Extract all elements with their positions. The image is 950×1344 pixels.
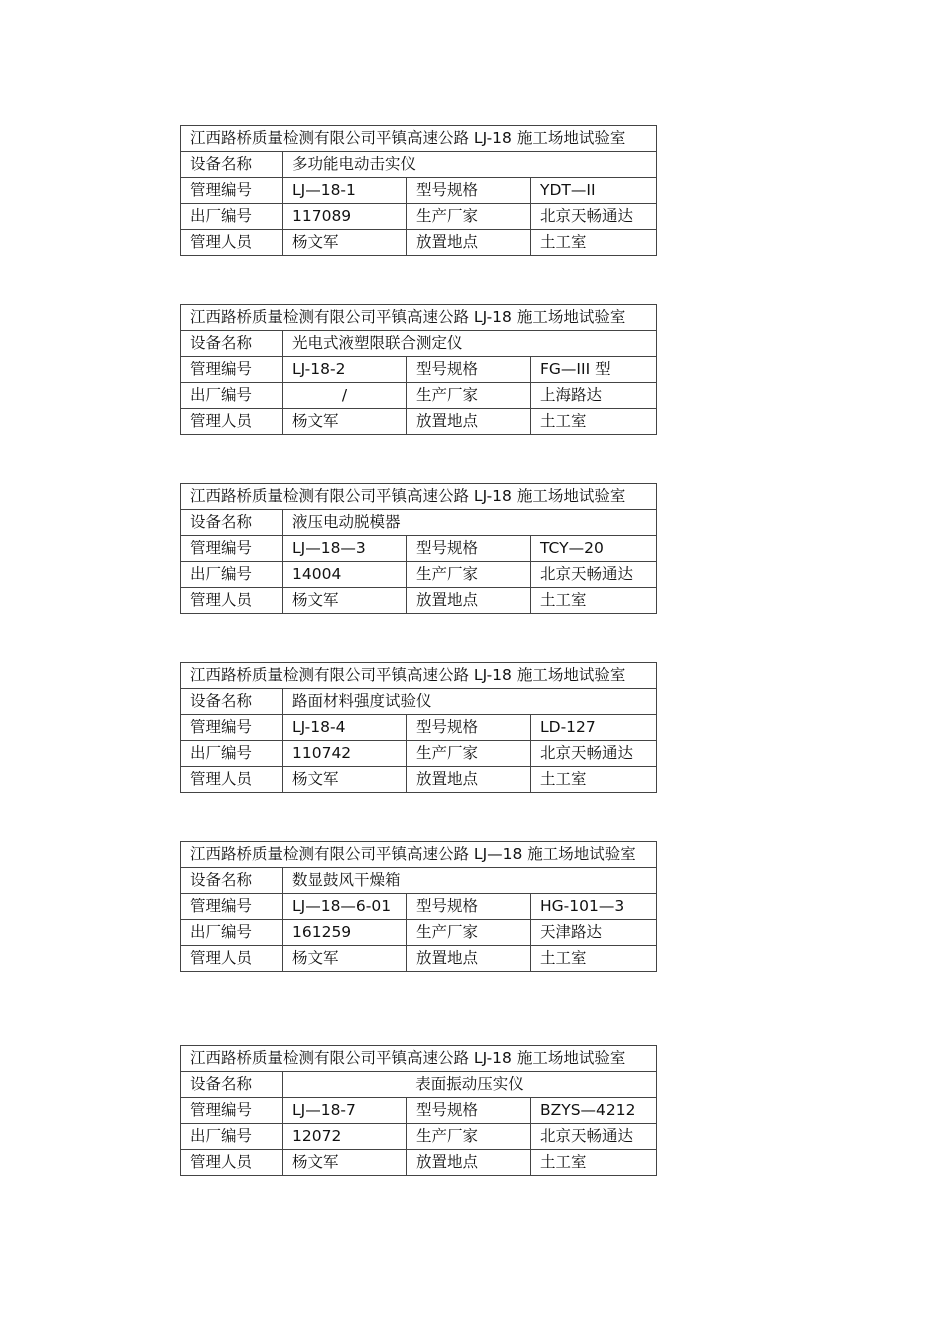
mgmt-no-value: LJ—18-7 — [283, 1098, 407, 1124]
person-value: 杨文军 — [283, 588, 407, 614]
card-title: 江西路桥质量检测有限公司平镇高速公路 LJ-18 施工场地试验室 — [181, 1046, 657, 1072]
person-value: 杨文军 — [283, 230, 407, 256]
equipment-card — [180, 483, 657, 614]
card-title: 江西路桥质量检测有限公司平镇高速公路 LJ-18 施工场地试验室 — [181, 126, 657, 152]
name-row — [181, 152, 657, 178]
maker-label: 生产厂家 — [407, 562, 531, 588]
factory-no-label: 出厂编号 — [181, 741, 283, 767]
factory-no-value: 117089 — [283, 204, 407, 230]
model-label: 型号规格 — [407, 536, 531, 562]
name-label: 设备名称 — [181, 1072, 283, 1098]
model-label: 型号规格 — [407, 715, 531, 741]
person-row — [181, 767, 657, 793]
equipment-name: 数显鼓风干燥箱 — [283, 868, 657, 894]
equipment-card — [180, 125, 657, 256]
equipment-card — [180, 662, 657, 793]
person-label: 管理人员 — [181, 588, 283, 614]
name-row — [181, 868, 657, 894]
model-value: BZYS—4212 — [531, 1098, 657, 1124]
name-row — [181, 689, 657, 715]
person-label: 管理人员 — [181, 946, 283, 972]
model-value: HG-101—3 — [531, 894, 657, 920]
equipment-name: 光电式液塑限联合测定仪 — [283, 331, 657, 357]
maker-label: 生产厂家 — [407, 383, 531, 409]
title-row — [181, 842, 657, 868]
factory-row — [181, 204, 657, 230]
equipment-name: 液压电动脱模器 — [283, 510, 657, 536]
equipment-card — [180, 304, 657, 435]
maker-label: 生产厂家 — [407, 741, 531, 767]
name-row — [181, 331, 657, 357]
person-label: 管理人员 — [181, 409, 283, 435]
equipment-card — [180, 841, 657, 972]
title-row — [181, 305, 657, 331]
person-row — [181, 588, 657, 614]
title-row — [181, 126, 657, 152]
factory-row — [181, 562, 657, 588]
person-value: 杨文军 — [283, 946, 407, 972]
location-value: 土工室 — [531, 409, 657, 435]
location-label: 放置地点 — [407, 588, 531, 614]
mgmt-row — [181, 536, 657, 562]
mgmt-no-label: 管理编号 — [181, 715, 283, 741]
location-label: 放置地点 — [407, 946, 531, 972]
maker-label: 生产厂家 — [407, 920, 531, 946]
name-row — [181, 1072, 657, 1098]
name-label: 设备名称 — [181, 689, 283, 715]
card-title: 江西路桥质量检测有限公司平镇高速公路 LJ-18 施工场地试验室 — [181, 663, 657, 689]
equipment-name: 多功能电动击实仪 — [283, 152, 657, 178]
card-title: 江西路桥质量检测有限公司平镇高速公路 LJ-18 施工场地试验室 — [181, 305, 657, 331]
person-row — [181, 946, 657, 972]
maker-label: 生产厂家 — [407, 204, 531, 230]
mgmt-no-value: LJ-18-2 — [283, 357, 407, 383]
location-value: 土工室 — [531, 767, 657, 793]
card-title: 江西路桥质量检测有限公司平镇高速公路 LJ-18 施工场地试验室 — [181, 484, 657, 510]
mgmt-no-label: 管理编号 — [181, 1098, 283, 1124]
maker-value: 天津路达 — [531, 920, 657, 946]
model-label: 型号规格 — [407, 178, 531, 204]
model-label: 型号规格 — [407, 894, 531, 920]
factory-row — [181, 383, 657, 409]
factory-no-value: 12072 — [283, 1124, 407, 1150]
mgmt-no-value: LJ-18-4 — [283, 715, 407, 741]
location-value: 土工室 — [531, 946, 657, 972]
location-value: 土工室 — [531, 1150, 657, 1176]
person-row — [181, 409, 657, 435]
person-row — [181, 230, 657, 256]
mgmt-row — [181, 178, 657, 204]
person-value: 杨文军 — [283, 767, 407, 793]
factory-no-value: 14004 — [283, 562, 407, 588]
card-title: 江西路桥质量检测有限公司平镇高速公路 LJ—18 施工场地试验室 — [181, 842, 657, 868]
location-value: 土工室 — [531, 230, 657, 256]
model-value: FG—III 型 — [531, 357, 657, 383]
maker-value: 北京天畅通达 — [531, 562, 657, 588]
equipment-card — [180, 1045, 657, 1176]
person-value: 杨文军 — [283, 1150, 407, 1176]
location-value: 土工室 — [531, 588, 657, 614]
name-label: 设备名称 — [181, 868, 283, 894]
mgmt-no-value: LJ—18—3 — [283, 536, 407, 562]
person-label: 管理人员 — [181, 767, 283, 793]
model-value: LD-127 — [531, 715, 657, 741]
factory-row — [181, 741, 657, 767]
model-label: 型号规格 — [407, 1098, 531, 1124]
maker-value: 北京天畅通达 — [531, 1124, 657, 1150]
factory-no-label: 出厂编号 — [181, 920, 283, 946]
factory-no-value: 161259 — [283, 920, 407, 946]
person-label: 管理人员 — [181, 230, 283, 256]
mgmt-row — [181, 357, 657, 383]
factory-row — [181, 920, 657, 946]
title-row — [181, 484, 657, 510]
equipment-name: 路面材料强度试验仪 — [283, 689, 657, 715]
location-label: 放置地点 — [407, 1150, 531, 1176]
mgmt-no-label: 管理编号 — [181, 894, 283, 920]
maker-value: 北京天畅通达 — [531, 204, 657, 230]
location-label: 放置地点 — [407, 230, 531, 256]
equipment-name: 表面振动压实仪 — [283, 1072, 657, 1098]
title-row — [181, 1046, 657, 1072]
factory-no-label: 出厂编号 — [181, 383, 283, 409]
person-value: 杨文军 — [283, 409, 407, 435]
factory-no-value: 110742 — [283, 741, 407, 767]
mgmt-no-value: LJ—18—6-01 — [283, 894, 407, 920]
location-label: 放置地点 — [407, 767, 531, 793]
name-label: 设备名称 — [181, 331, 283, 357]
model-value: YDT—II — [531, 178, 657, 204]
factory-no-label: 出厂编号 — [181, 204, 283, 230]
model-label: 型号规格 — [407, 357, 531, 383]
factory-row — [181, 1124, 657, 1150]
factory-no-label: 出厂编号 — [181, 562, 283, 588]
mgmt-row — [181, 715, 657, 741]
name-label: 设备名称 — [181, 152, 283, 178]
mgmt-row — [181, 894, 657, 920]
mgmt-no-label: 管理编号 — [181, 357, 283, 383]
maker-label: 生产厂家 — [407, 1124, 531, 1150]
person-label: 管理人员 — [181, 1150, 283, 1176]
mgmt-row — [181, 1098, 657, 1124]
person-row — [181, 1150, 657, 1176]
maker-value: 上海路达 — [531, 383, 657, 409]
title-row — [181, 663, 657, 689]
location-label: 放置地点 — [407, 409, 531, 435]
factory-no-label: 出厂编号 — [181, 1124, 283, 1150]
name-label: 设备名称 — [181, 510, 283, 536]
name-row — [181, 510, 657, 536]
factory-no-value: / — [283, 383, 407, 409]
mgmt-no-label: 管理编号 — [181, 178, 283, 204]
model-value: TCY—20 — [531, 536, 657, 562]
mgmt-no-value: LJ—18-1 — [283, 178, 407, 204]
maker-value: 北京天畅通达 — [531, 741, 657, 767]
mgmt-no-label: 管理编号 — [181, 536, 283, 562]
